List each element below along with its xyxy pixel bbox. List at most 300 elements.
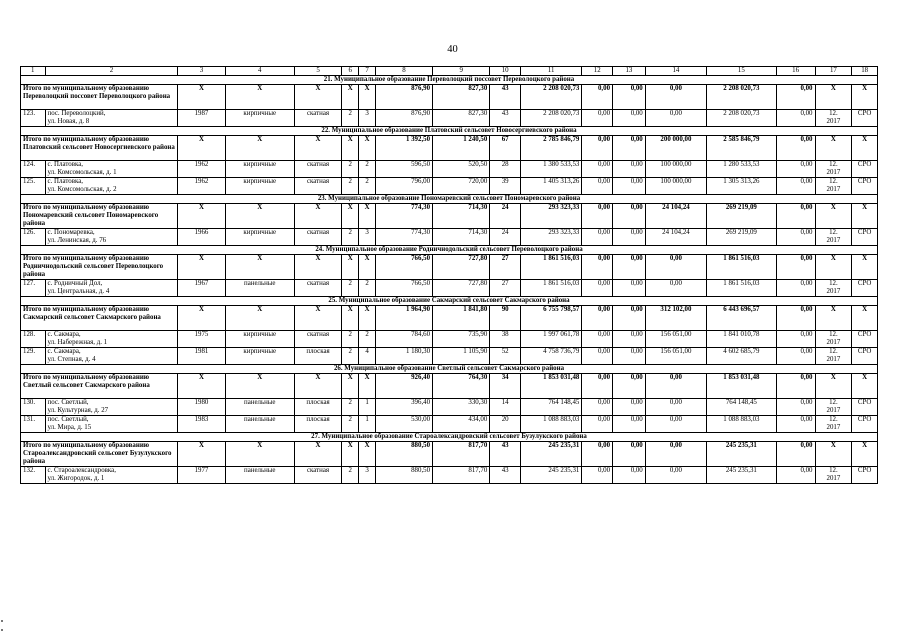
area-residential-cell: 735,90: [433, 331, 490, 348]
value-cell: 764 148,45: [707, 399, 777, 416]
residents-cell: 43: [490, 110, 521, 127]
residents-cell: 14: [490, 399, 521, 416]
residents-cell: 39: [490, 178, 521, 195]
total-cell: 0,00: [613, 204, 646, 229]
total-cell: 0,00: [613, 374, 646, 399]
roof-type: скатная: [295, 161, 342, 178]
value-cell: 0,00: [613, 331, 646, 348]
total-cell: X: [225, 136, 295, 161]
floors-cell: 2: [342, 178, 359, 195]
total-cell: X: [852, 374, 878, 399]
section-total-row: [21, 374, 878, 399]
value-cell: 1 305 313,26: [707, 178, 777, 195]
area-residential-cell: 1 105,90: [433, 348, 490, 365]
entrances-cell: 2: [359, 161, 375, 178]
area-cell: 784,60: [375, 331, 432, 348]
entrances-cell: 2: [359, 331, 375, 348]
section-total-row: [21, 255, 878, 280]
value-cell: 4 602 685,79: [707, 348, 777, 365]
year-cell: 1983: [178, 416, 225, 433]
row-number: 130.: [21, 399, 46, 416]
method-cell: СРО: [852, 331, 878, 348]
section-total-row: [21, 204, 878, 229]
deadline-cell: 12. 2017: [815, 416, 852, 433]
method-cell: СРО: [852, 467, 878, 484]
area-cell: 796,00: [375, 178, 432, 195]
total-cell: X: [225, 85, 295, 110]
total-cell: 0,00: [776, 85, 815, 110]
residents-cell: 28: [490, 161, 521, 178]
value-cell: 0,00: [776, 161, 815, 178]
total-cell: 0,00: [613, 442, 646, 467]
total-cell: 312 102,00: [645, 306, 706, 331]
value-cell: 269 219,09: [707, 229, 777, 246]
total-cell: 34: [490, 374, 521, 399]
total-cell: 1 240,50: [433, 136, 490, 161]
total-cell: X: [359, 85, 375, 110]
total-cell: 0,00: [582, 374, 613, 399]
total-cell: X: [295, 85, 342, 110]
column-number-cell: 2: [45, 67, 178, 76]
total-cell: 0,00: [582, 85, 613, 110]
floors-cell: 2: [342, 280, 359, 297]
total-cell: X: [295, 306, 342, 331]
total-cell: 269 219,09: [707, 204, 777, 229]
total-cell: 24 104,24: [645, 204, 706, 229]
roof-type: скатная: [295, 178, 342, 195]
deadline-cell: 12. 2017: [815, 110, 852, 127]
row-number: 126.: [21, 229, 46, 246]
total-cell: X: [225, 374, 295, 399]
total-cell: 1 861 516,03: [521, 255, 582, 280]
column-number-header: [21, 67, 878, 76]
total-cell: X: [852, 85, 878, 110]
total-cell: 0,00: [582, 204, 613, 229]
year-cell: 1962: [178, 178, 225, 195]
residents-cell: 52: [490, 348, 521, 365]
year-cell: 1967: [178, 280, 225, 297]
section-total-row: [21, 85, 878, 110]
total-cell: X: [342, 255, 359, 280]
row-number: 132.: [21, 467, 46, 484]
total-cell: X: [295, 255, 342, 280]
value-cell: 0,00: [582, 331, 613, 348]
value-cell: 2 208 020,73: [707, 110, 777, 127]
total-cell: X: [359, 255, 375, 280]
section-total-row: [21, 306, 878, 331]
value-cell: 0,00: [776, 416, 815, 433]
floors-cell: 2: [342, 229, 359, 246]
deadline-cell: 12. 2017: [815, 178, 852, 195]
total-cell: 24: [490, 204, 521, 229]
total-cell: X: [359, 306, 375, 331]
total-cell: 0,00: [645, 442, 706, 467]
entrances-cell: 3: [359, 467, 375, 484]
row-number: 125.: [21, 178, 46, 195]
total-cell: X: [359, 442, 375, 467]
column-number-cell: 13: [613, 67, 646, 76]
total-cell: 6 755 798,57: [521, 306, 582, 331]
method-cell: СРО: [852, 399, 878, 416]
total-cell: X: [815, 442, 852, 467]
total-cell: X: [852, 306, 878, 331]
total-cell: 727,80: [433, 255, 490, 280]
wall-material: кирпичные: [225, 178, 295, 195]
value-cell: 1 088 883,03: [707, 416, 777, 433]
total-cell: X: [852, 255, 878, 280]
wall-material: кирпичные: [225, 348, 295, 365]
total-cell: X: [178, 85, 225, 110]
entrances-cell: 3: [359, 110, 375, 127]
total-cell: X: [178, 442, 225, 467]
area-cell: 530,00: [375, 416, 432, 433]
section-title-row: [21, 246, 878, 255]
address: с. Платовка, ул. Комсомольская, д. 2: [45, 178, 178, 195]
column-number-cell: 5: [295, 67, 342, 76]
total-cell: X: [225, 255, 295, 280]
total-cell: X: [342, 374, 359, 399]
total-cell: 43: [490, 442, 521, 467]
value-cell: 0,00: [645, 399, 706, 416]
value-cell: 0,00: [645, 416, 706, 433]
total-cell: 2 585 846,79: [707, 136, 777, 161]
total-cell: X: [225, 306, 295, 331]
value-cell: 0,00: [582, 467, 613, 484]
column-number-cell: 16: [776, 67, 815, 76]
column-number-cell: 15: [707, 67, 777, 76]
value-cell: 0,00: [645, 280, 706, 297]
total-cell: 0,00: [582, 255, 613, 280]
row-number: 123.: [21, 110, 46, 127]
value-cell: 0,00: [582, 348, 613, 365]
area-cell: 880,50: [375, 467, 432, 484]
total-cell: 0,00: [582, 136, 613, 161]
section-title-row: [21, 76, 878, 85]
column-number-cell: 7: [359, 67, 375, 76]
area-residential-cell: 817,70: [433, 467, 490, 484]
residents-cell: 38: [490, 331, 521, 348]
total-cell: X: [342, 85, 359, 110]
method-cell: СРО: [852, 280, 878, 297]
address: с. Родничный Дол, ул. Центральная, д. 4: [45, 280, 178, 297]
total-cell: 0,00: [645, 374, 706, 399]
total-cell: 0,00: [613, 306, 646, 331]
value-cell: 0,00: [613, 178, 646, 195]
roof-type: скатная: [295, 467, 342, 484]
method-cell: СРО: [852, 229, 878, 246]
method-cell: СРО: [852, 348, 878, 365]
value-cell: 0,00: [613, 229, 646, 246]
total-cell: 0,00: [613, 85, 646, 110]
total-cell: 714,30: [433, 204, 490, 229]
total-cell: X: [815, 374, 852, 399]
table-row: [21, 416, 878, 433]
value-cell: 245 235,31: [707, 467, 777, 484]
floors-cell: 2: [342, 110, 359, 127]
row-number: 124.: [21, 161, 46, 178]
section-title-row: [21, 127, 878, 136]
total-cell: X: [815, 136, 852, 161]
row-number: 128.: [21, 331, 46, 348]
total-cell: 2 785 846,79: [521, 136, 582, 161]
column-number-cell: 18: [852, 67, 878, 76]
total-cell: 0,00: [582, 306, 613, 331]
value-cell: 1 861 516,03: [707, 280, 777, 297]
column-number-cell: 4: [225, 67, 295, 76]
value-cell: 100 000,00: [645, 178, 706, 195]
value-cell: 1 280 533,53: [707, 161, 777, 178]
value-cell: 0,00: [582, 161, 613, 178]
roof-type: плоская: [295, 348, 342, 365]
total-cell: 0,00: [613, 255, 646, 280]
area-cell: 774,30: [375, 229, 432, 246]
year-cell: 1975: [178, 331, 225, 348]
total-cell: 0,00: [776, 374, 815, 399]
value-cell: 156 051,00: [645, 331, 706, 348]
value-cell: 0,00: [776, 331, 815, 348]
row-number: 129.: [21, 348, 46, 365]
value-cell: 24 104,24: [645, 229, 706, 246]
total-cell: 67: [490, 136, 521, 161]
deadline-cell: 12. 2017: [815, 399, 852, 416]
value-cell: 0,00: [776, 178, 815, 195]
cost-cell: 2 208 020,73: [521, 110, 582, 127]
value-cell: 0,00: [613, 110, 646, 127]
total-cell: X: [342, 136, 359, 161]
total-cell: X: [342, 204, 359, 229]
entrances-cell: 2: [359, 178, 375, 195]
roof-type: скатная: [295, 110, 342, 127]
total-cell: 293 323,33: [521, 204, 582, 229]
address: с. Сакмара, ул. Степная, д. 4: [45, 348, 178, 365]
residents-cell: 20: [490, 416, 521, 433]
value-cell: 0,00: [613, 161, 646, 178]
total-cell: 876,90: [375, 85, 432, 110]
area-residential-cell: 720,00: [433, 178, 490, 195]
value-cell: 0,00: [582, 280, 613, 297]
table-row: [21, 467, 878, 484]
total-cell: 27: [490, 255, 521, 280]
total-cell: 1 841,80: [433, 306, 490, 331]
value-cell: 0,00: [613, 416, 646, 433]
value-cell: 0,00: [776, 110, 815, 127]
table-body: [21, 67, 878, 484]
total-cell: X: [295, 136, 342, 161]
section-total-row: [21, 442, 878, 467]
deadline-cell: 12. 2017: [815, 161, 852, 178]
total-cell: X: [815, 204, 852, 229]
value-cell: 100 000,00: [645, 161, 706, 178]
value-cell: 0,00: [613, 467, 646, 484]
table-row: [21, 399, 878, 416]
cost-cell: 1 405 313,26: [521, 178, 582, 195]
cost-cell: 1 380 533,53: [521, 161, 582, 178]
total-label: Итого по муниципальному образованию Переволоцкий поссовет Переволоцкого района: [21, 85, 178, 110]
address: с. Староалександровка, ул. Жигородок, д. 1: [45, 467, 178, 484]
total-cell: 774,30: [375, 204, 432, 229]
area-residential-cell: 520,50: [433, 161, 490, 178]
floors-cell: 2: [342, 416, 359, 433]
address: пос. Переволоцкий, ул. Новая, д. 8: [45, 110, 178, 127]
margin-dot: [1, 629, 3, 631]
column-number-cell: 6: [342, 67, 359, 76]
total-cell: 0,00: [582, 442, 613, 467]
value-cell: 0,00: [645, 467, 706, 484]
total-label: Итого по муниципальному образованию Платовский сельсовет Новосергиевского района: [21, 136, 178, 161]
column-number-cell: 1: [21, 67, 46, 76]
total-cell: 245 235,31: [707, 442, 777, 467]
section-title: 26. Муниципальное образование Светлый сельсовет Сакмарского района: [21, 365, 878, 374]
total-cell: 200 000,00: [645, 136, 706, 161]
total-cell: X: [178, 255, 225, 280]
section-title: 22. Муниципальное образование Платовский сельсовет Новосергиевского района: [21, 127, 878, 136]
total-cell: X: [359, 204, 375, 229]
housing-repair-register-table: [20, 66, 878, 484]
section-title-row: [21, 365, 878, 374]
value-cell: 0,00: [776, 280, 815, 297]
column-number-cell: 11: [521, 67, 582, 76]
entrances-cell: 4: [359, 348, 375, 365]
table-row: [21, 280, 878, 297]
deadline-cell: 12. 2017: [815, 467, 852, 484]
total-cell: 2 208 020,73: [521, 85, 582, 110]
total-cell: 6 443 696,57: [707, 306, 777, 331]
roof-type: скатная: [295, 229, 342, 246]
column-number-cell: 17: [815, 67, 852, 76]
section-title-row: [21, 433, 878, 442]
section-title-row: [21, 297, 878, 306]
total-cell: X: [359, 374, 375, 399]
value-cell: 0,00: [582, 110, 613, 127]
address: с. Сакмара, ул. Набережная, д. 1: [45, 331, 178, 348]
deadline-cell: 12. 2017: [815, 280, 852, 297]
method-cell: СРО: [852, 416, 878, 433]
area-cell: 396,40: [375, 399, 432, 416]
section-title-row: [21, 195, 878, 204]
area-residential-cell: 714,30: [433, 229, 490, 246]
cost-cell: 764 148,45: [521, 399, 582, 416]
value-cell: 0,00: [613, 348, 646, 365]
total-cell: X: [852, 136, 878, 161]
value-cell: 0,00: [613, 280, 646, 297]
total-cell: X: [178, 306, 225, 331]
total-cell: 817,70: [433, 442, 490, 467]
total-cell: 1 392,50: [375, 136, 432, 161]
roof-type: скатная: [295, 331, 342, 348]
area-cell: 1 180,30: [375, 348, 432, 365]
section-title: 21. Муниципальное образование Переволоцкий поссовет Переволоцкого района: [21, 76, 878, 85]
total-cell: 764,30: [433, 374, 490, 399]
total-cell: 245 235,31: [521, 442, 582, 467]
method-cell: СРО: [852, 178, 878, 195]
total-cell: X: [815, 85, 852, 110]
total-cell: X: [295, 374, 342, 399]
method-cell: СРО: [852, 110, 878, 127]
cost-cell: 1 088 883,03: [521, 416, 582, 433]
deadline-cell: 12. 2017: [815, 229, 852, 246]
column-number-cell: 10: [490, 67, 521, 76]
column-number-cell: 8: [375, 67, 432, 76]
total-cell: X: [359, 136, 375, 161]
address: с. Пономаревка, ул. Ленинская, д. 76: [45, 229, 178, 246]
residents-cell: 43: [490, 467, 521, 484]
area-cell: 596,50: [375, 161, 432, 178]
total-cell: 1 853 031,48: [521, 374, 582, 399]
table-row: [21, 348, 878, 365]
total-cell: X: [295, 204, 342, 229]
value-cell: 0,00: [582, 416, 613, 433]
cost-cell: 293 323,33: [521, 229, 582, 246]
section-title: 23. Муниципальное образование Пономаревский сельсовет Пономаревского района: [21, 195, 878, 204]
cost-cell: 245 235,31: [521, 467, 582, 484]
total-cell: X: [178, 136, 225, 161]
total-cell: 90: [490, 306, 521, 331]
floors-cell: 2: [342, 467, 359, 484]
table-row: [21, 161, 878, 178]
residents-cell: 27: [490, 280, 521, 297]
total-cell: X: [852, 442, 878, 467]
year-cell: 1966: [178, 229, 225, 246]
floors-cell: 2: [342, 348, 359, 365]
total-cell: 1 964,90: [375, 306, 432, 331]
total-cell: 766,50: [375, 255, 432, 280]
total-cell: 0,00: [613, 136, 646, 161]
total-cell: X: [178, 204, 225, 229]
row-number: 127.: [21, 280, 46, 297]
section-total-row: [21, 136, 878, 161]
column-number-cell: 3: [178, 67, 225, 76]
value-cell: 0,00: [645, 110, 706, 127]
residents-cell: 24: [490, 229, 521, 246]
total-label: Итого по муниципальному образованию Светлый сельсовет Сакмарского района: [21, 374, 178, 399]
value-cell: 0,00: [776, 229, 815, 246]
total-cell: 0,00: [776, 442, 815, 467]
value-cell: 0,00: [776, 399, 815, 416]
cost-cell: 1 997 061,78: [521, 331, 582, 348]
year-cell: 1987: [178, 110, 225, 127]
wall-material: панельные: [225, 280, 295, 297]
total-label: Итого по муниципальному образованию Староалександровский сельсовет Бузулукского района: [21, 442, 178, 467]
roof-type: плоская: [295, 399, 342, 416]
table-row: [21, 229, 878, 246]
total-label: Итого по муниципальному образованию Пономаревский сельсовет Пономаревского района: [21, 204, 178, 229]
column-number-cell: 14: [645, 67, 706, 76]
floors-cell: 2: [342, 399, 359, 416]
total-cell: 0,00: [776, 204, 815, 229]
value-cell: 0,00: [582, 229, 613, 246]
year-cell: 1980: [178, 399, 225, 416]
wall-material: кирпичные: [225, 229, 295, 246]
table-row: [21, 110, 878, 127]
method-cell: СРО: [852, 161, 878, 178]
wall-material: кирпичные: [225, 161, 295, 178]
row-number: 131.: [21, 416, 46, 433]
floors-cell: 2: [342, 331, 359, 348]
deadline-cell: 12. 2017: [815, 331, 852, 348]
entrances-cell: 1: [359, 416, 375, 433]
total-cell: 0,00: [776, 255, 815, 280]
entrances-cell: 1: [359, 399, 375, 416]
total-cell: X: [295, 442, 342, 467]
roof-type: плоская: [295, 416, 342, 433]
value-cell: 1 841 010,78: [707, 331, 777, 348]
total-cell: X: [342, 306, 359, 331]
area-residential-cell: 827,30: [433, 110, 490, 127]
page-number: 40: [447, 44, 458, 55]
total-cell: X: [178, 374, 225, 399]
table-row: [21, 178, 878, 195]
address: пос. Светлый, ул. Культурная, д. 27: [45, 399, 178, 416]
